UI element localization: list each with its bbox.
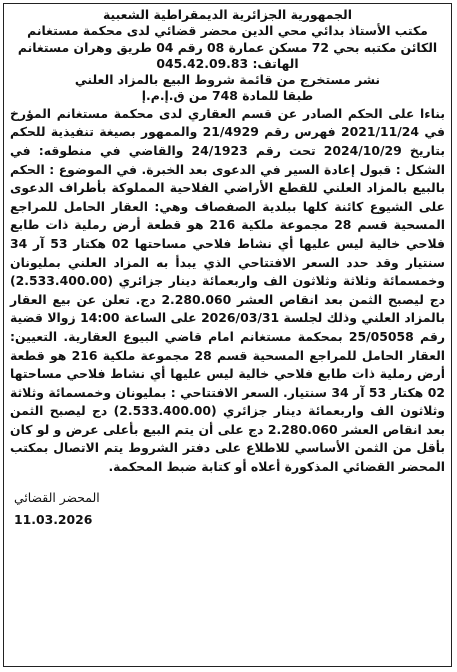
- signature-title: المحضر القضائي: [14, 489, 100, 505]
- phone-label: الهاتف:: [252, 55, 299, 71]
- signature-date: 11.03.2026: [14, 511, 93, 527]
- phone-line: [10, 56, 445, 72]
- office-address: الكائن مكتبه بحي 72 مسكن عمارة 08 رقم 04 طريق وهران مستغانم: [17, 39, 438, 55]
- phone-number: 045.42.09.83: [156, 55, 249, 71]
- republic-title: الجمهورية الجزائرية الديمقراطية الشعبية: [103, 7, 352, 22]
- notice-body: بناءا على الحكم الصادر عن قسم العقاري لدى محكمة مستغانم المؤرخ في 2021/11/24 فهرس رقم 21/4929 والممهور بصيغة تنفيذية للحكم بتاريخ 2024/10/29 تحت رقم 24/1923 والقاضي في منطوقه: في الشكل : قبول إعادة السير في الدعوى بعد الخبرة. في الموضوع : الحكم بالبيع بالمزاد العلني للقطع الأراضي الفلاحية المملوكة بأطراف الدعوى على الشيوع كائنة كلها ببلدية الصفصاف وهي: العقار الحامل للمراجع المسحية قسم 28 مجموعة ملكية 216 هو قطعة أرض رملية ذات طابع فلاحي خالية ليس عليها أي نشاط فلاحي مساحتها 02 هكتار 53 آر 34 سنتيار وقد حدد السعر الافتتاحي الذي يبدأ به المزاد العلني بمليونان وخمسمائة وثلاثة وثلاثون الف واربعمائة دينار جزائري (2.533.400.00) دج ليصبح الثمن بعد انقاص العشر 2.280.060 دج. تعلن عن بيع العقار بالمزاد العلني وذلك لجلسة 2026/03/31 على الساعة 14:00 زوالا قضية رقم 25/05058 بمحكمة مستغانم امام قاضي البيوع العقارية. التعيين: العقار الحامل للمراجع المسحية قسم 28 مجموعة ملكية 216 هو قطعة أرض رملية ذات طابع فلاحي خالية ليس عليها أي نشاط فلاحي مساحتها 02 هكتار 53 آر 34 سنتيار. السعر الافتتاحي : بمليونان وخمسمائة وثلاثة وثلاثون الف واربعمائة دينار جزائري (2.533.400.00) دج ليصبح الثمن بعد انقاص العشر 2.280.060 دج على أن يتم البيع بأعلى عرض و لو كان بأقل من الثمن الأساسي للاطلاع على دفتر الشروط يتم الاتصال بمكتب المحضر القضائي المذكورة أعلاه أو كتابة ضبط المحكمة.: [10, 105, 446, 475]
- legal-notice: [3, 3, 452, 667]
- bailiff-office: مكتب الأستاذ بدائي محي الدين محضر قضائي لدى محكمة مستغانم: [27, 23, 428, 39]
- legal-basis: طبقا للمادة 748 من ق.إ.م.إ: [141, 88, 314, 104]
- notice-title: نشر مستخرج من قائمة شروط البيع بالمزاد العلني: [74, 72, 381, 88]
